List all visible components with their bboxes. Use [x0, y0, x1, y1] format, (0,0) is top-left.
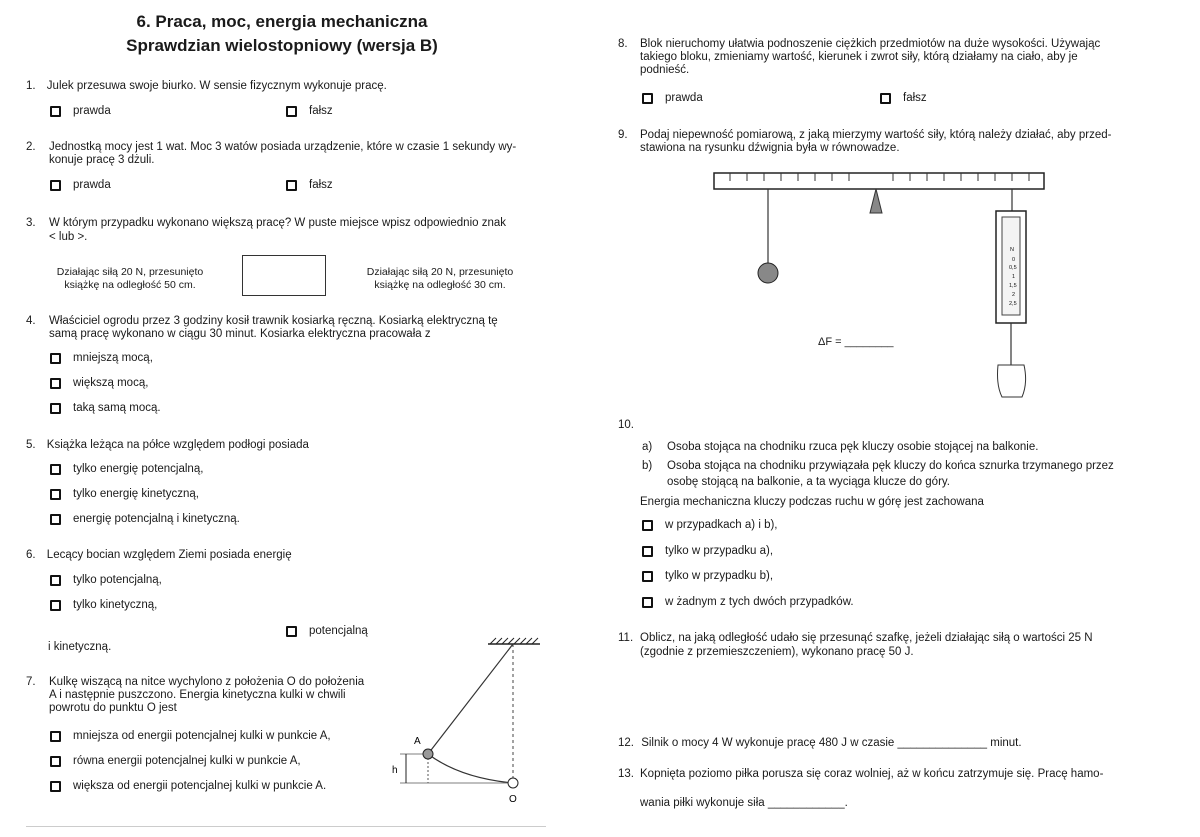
option-label: tylko energię potencjalną, [73, 463, 204, 475]
q10-question-text: Energia mechaniczna kluczy podczas ruchu w górę jest zachowana [640, 496, 984, 508]
question-7 [26, 676, 365, 714]
checkbox[interactable] [50, 403, 61, 414]
pendulum-diagram [380, 630, 550, 810]
option-label: w przypadkach a) i b), [665, 519, 778, 531]
option-label: równa energii potencjalnej kulki w punkcie A, [73, 755, 301, 767]
question-number: 8. [618, 38, 628, 50]
page-divider [26, 826, 546, 827]
question-number: 3. [26, 217, 36, 229]
lever-diagram [700, 165, 1060, 405]
question-number: 11. [618, 632, 634, 644]
option-label: fałsz [903, 92, 927, 104]
q2-option-false[interactable] [286, 178, 333, 192]
q10-case-a [642, 441, 1039, 455]
question-text: Oblicz, na jaką odległość udało się przesunąć szafkę, jeżeli działając siłą o wartości 25 N [640, 632, 1093, 644]
question-text: Kulkę wiszącą na nitce wychylono z położenia O do położenia [49, 676, 365, 688]
case-text: książkę na odległość 30 cm. [374, 279, 506, 291]
page-title: 6. Praca, moc, energia mechaniczna [136, 12, 428, 31]
case-text: Osoba stojąca na chodniku przywiązała pęk kluczy do końca sznurka trzymanego przez [667, 460, 1114, 472]
checkbox[interactable] [50, 464, 61, 475]
checkbox[interactable] [50, 514, 61, 525]
question-text: (zgodnie z przemieszczeniem), wykonano pracę 50 J. [640, 646, 914, 658]
checkbox[interactable] [50, 378, 61, 389]
question-number: 12. [618, 737, 634, 749]
question-text: A i następnie puszczono. Energia kinetyczna kulki w chwili [49, 689, 346, 701]
option-label: tylko energię kinetyczną, [73, 488, 199, 500]
option-label: tylko potencjalną, [73, 574, 162, 586]
q8-option-false[interactable] [880, 91, 927, 105]
question-text: < lub >. [49, 231, 88, 243]
q3-right-case [350, 266, 530, 292]
option-label: prawda [73, 105, 111, 117]
checkbox[interactable] [286, 626, 297, 637]
q1-option-false[interactable] [286, 104, 333, 118]
q10-option-d[interactable] [642, 595, 854, 609]
checkbox[interactable] [642, 597, 653, 608]
q7-option-b[interactable] [50, 754, 301, 768]
checkbox[interactable] [50, 575, 61, 586]
case-text: Osoba stojąca na chodniku rzuca pęk kluczy osobie stojącej na balkonie. [667, 441, 1039, 453]
swing-arc [428, 754, 513, 783]
q6-option-a[interactable] [50, 573, 162, 587]
q5-option-a[interactable] [50, 462, 203, 476]
question-text: Książka leżąca na półce względem podłogi posiada [46, 439, 309, 451]
case-text: Działając siłą 20 N, przesunięto [56, 266, 204, 278]
ball-position-o [508, 778, 518, 788]
q7-option-c[interactable] [50, 779, 326, 793]
q2-option-true[interactable] [50, 178, 111, 192]
scale-label: 0,5 [1009, 265, 1017, 271]
checkbox[interactable] [642, 93, 653, 104]
option-label: prawda [665, 92, 703, 104]
question-text: Lecący bocian względem Ziemi posiada energię [46, 549, 292, 561]
q9-answer-field[interactable]: ΔF = ________ [818, 336, 894, 348]
question-text: W którym przypadku wykonano większą pracę? W puste miejsce wpisz odpowiednio znak [49, 217, 507, 229]
question-1 [26, 80, 387, 94]
question-3 [26, 217, 507, 243]
case-text: książkę na odległość 50 cm. [64, 279, 196, 291]
page-subtitle: Sprawdzian wielostopniowy (wersja B) [126, 36, 438, 55]
option-label: potencjalną [309, 625, 368, 637]
q8-option-true[interactable] [642, 91, 703, 105]
question-text: takiego bloku, zmieniamy wartość, kierunek i zwrot siły, którą działamy na ciało, aby je [640, 51, 1078, 63]
q6-option-b[interactable] [50, 598, 157, 612]
scale-label: 1,5 [1009, 283, 1017, 289]
question-12 [618, 737, 1022, 751]
question-number: 13. [618, 768, 634, 780]
option-label: mniejsza od energii potencjalnej kulki w punkcie A, [73, 730, 331, 742]
question-number: 1. [26, 80, 36, 92]
q5-option-b[interactable] [50, 487, 199, 501]
q10-option-c[interactable] [642, 569, 773, 583]
question-text: samą pracę wykonano w ciągu 30 minut. Kosiarka elektryczna pracowała z [49, 328, 431, 340]
checkbox[interactable] [50, 731, 61, 742]
question-text: powrotu do punktu O jest [49, 702, 177, 714]
question-number: 2. [26, 141, 36, 153]
option-label: tylko w przypadku a), [665, 545, 774, 557]
checkbox[interactable] [286, 106, 297, 117]
checkbox[interactable] [50, 180, 61, 191]
label-a: A [414, 736, 421, 747]
question-2 [26, 141, 517, 166]
q10-option-a[interactable] [642, 518, 778, 532]
option-label: energię potencjalną i kinetyczną. [73, 513, 240, 525]
checkbox[interactable] [642, 571, 653, 582]
checkbox[interactable] [50, 489, 61, 500]
checkbox[interactable] [50, 353, 61, 364]
checkbox[interactable] [880, 93, 891, 104]
checkbox[interactable] [50, 600, 61, 611]
question-number: 5. [26, 439, 36, 451]
checkbox[interactable] [642, 546, 653, 557]
option-label: taką samą mocą. [73, 402, 161, 414]
question-text: Blok nieruchomy ułatwia podnoszenie ciężkich przedmiotów na duże wysokości. Używając [640, 38, 1101, 50]
q4-option-b[interactable] [50, 376, 148, 390]
hanging-weight [758, 263, 778, 283]
case-text: Działając siłą 20 N, przesunięto [366, 266, 514, 278]
q1-option-true[interactable] [50, 104, 111, 118]
q4-option-c[interactable] [50, 401, 161, 415]
fulcrum [870, 189, 882, 213]
option-label: fałsz [309, 105, 333, 117]
question-text: konuje pracę 3 dżuli. [49, 154, 155, 166]
question-9 [618, 129, 1112, 154]
q5-option-c[interactable] [50, 512, 240, 526]
q10-case-b [642, 460, 1114, 488]
scale-label: 1 [1012, 274, 1016, 280]
ball-position-a [423, 749, 433, 759]
q3-left-case [40, 266, 220, 292]
option-label: tylko w przypadku b), [665, 570, 774, 582]
question-text: podnieść. [640, 64, 690, 76]
q7-option-a[interactable] [50, 729, 331, 743]
question-number: 6. [26, 549, 36, 561]
scale-label: N [1010, 247, 1014, 253]
question-number: 7. [26, 676, 36, 688]
case-label: a) [642, 441, 653, 453]
checkbox[interactable] [642, 520, 653, 531]
option-label: mniejszą mocą, [73, 352, 153, 364]
option-label: tylko kinetyczną, [73, 599, 158, 611]
scale-label: 0 [1012, 257, 1016, 263]
ceiling-hatch [490, 638, 538, 644]
hand-icon [998, 365, 1026, 397]
question-text: Julek przesuwa swoje biurko. W sensie fizycznym wykonuje pracę. [46, 80, 387, 92]
question-10-number: 10. [618, 419, 634, 431]
question-6 [26, 549, 292, 563]
option-label: większa od energii potencjalnej kulki w punkcie A. [73, 780, 327, 792]
label-h: h [392, 765, 398, 776]
q4-option-a[interactable] [50, 351, 153, 365]
question-text: Podaj niepewność pomiarową, z jaką mierzymy wartość siły, którą należy działać, aby przed- [640, 129, 1112, 141]
scale-label: 2,5 [1009, 301, 1017, 307]
q6-option-c-continuation: i kinetyczną. [48, 641, 112, 653]
question-4 [26, 315, 498, 340]
question-13 [618, 768, 1104, 809]
q10-option-b[interactable] [642, 544, 773, 558]
pendulum-string [428, 644, 513, 754]
option-label: w żadnym z tych dwóch przypadków. [665, 596, 854, 608]
option-label: prawda [73, 179, 111, 191]
question-5 [26, 439, 309, 453]
option-label: fałsz [309, 179, 333, 191]
q3-answer-box[interactable] [242, 255, 326, 296]
question-number: 4. [26, 315, 36, 327]
checkbox[interactable] [286, 180, 297, 191]
question-11 [618, 632, 1093, 658]
question-text: Kopnięta poziomo piłka porusza się coraz wolniej, aż w końcu zatrzymuje się. Pracę hamo- [640, 768, 1104, 780]
checkbox[interactable] [50, 756, 61, 767]
question-text: wania piłki wykonuje siła ____________. [640, 797, 848, 809]
question-text: Właściciel ogrodu przez 3 godziny kosił trawnik kosiarką ręczną. Kosiarką elektryczną tę [49, 315, 498, 327]
question-8 [618, 38, 1101, 76]
checkbox[interactable] [50, 106, 61, 117]
checkbox[interactable] [50, 781, 61, 792]
q6-option-c[interactable] [286, 624, 368, 638]
label-o: O [509, 794, 517, 805]
scale-label: 2 [1012, 292, 1016, 298]
question-text: stawiona na rysunku dźwignia była w równowadze. [640, 142, 900, 154]
question-text: Jednostką mocy jest 1 wat. Moc 3 watów posiada urządzenie, które w czasie 1 sekundy wy- [49, 141, 517, 153]
question-number: 9. [618, 129, 628, 141]
case-label: b) [642, 460, 653, 472]
case-text: osobę stojącą na balkonie, a ta wyciąga klucze do góry. [667, 476, 950, 488]
option-label: większą mocą, [73, 377, 149, 389]
question-text: Silnik o mocy 4 W wykonuje pracę 480 J w czasie ______________ minut. [641, 737, 1022, 749]
